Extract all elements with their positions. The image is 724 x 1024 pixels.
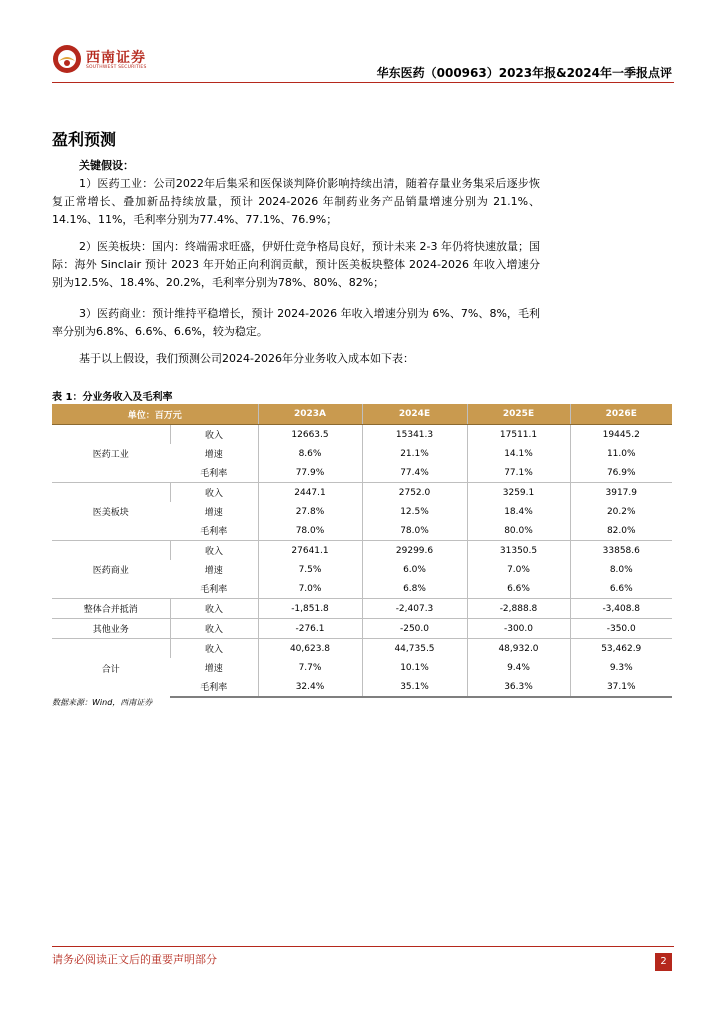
metric-label: 收入 bbox=[170, 541, 258, 561]
header-2025e: 2025E bbox=[467, 404, 570, 425]
table-row bbox=[52, 541, 672, 561]
group-label: 整体合并抵消 bbox=[52, 599, 170, 619]
table-cell: 78.0% bbox=[258, 521, 362, 541]
table-cell: -1,851.8 bbox=[258, 599, 362, 619]
header-2023a: 2023A bbox=[258, 404, 362, 425]
metric-label: 毛利率 bbox=[200, 469, 228, 479]
table-cell: -276.1 bbox=[258, 619, 362, 639]
metric-label: 收入 bbox=[170, 619, 258, 639]
table-cell: 17511.1 bbox=[467, 425, 570, 445]
paragraph-pharma-commerce: 3）医药商业：预计维持平稳增长，预计 2024-2026 年收入增速分别为 6%、7%、8%，毛利率分别为6.8%、6.6%、6.6%，较为稳定。 bbox=[52, 307, 540, 338]
table-cell: 18.4% bbox=[467, 502, 570, 521]
table-cell: 9.3% bbox=[570, 658, 672, 677]
group-label: 医美板块 bbox=[52, 483, 170, 541]
table-cell: 78.0% bbox=[362, 521, 467, 541]
table-cell: -3,408.8 bbox=[570, 599, 672, 619]
table-cell: 10.1% bbox=[362, 658, 467, 677]
metric-label: 增速 bbox=[204, 664, 223, 674]
metric-label: 收入 bbox=[170, 599, 258, 619]
page-number: 2 bbox=[655, 953, 672, 971]
table-cell: 37.1% bbox=[570, 677, 672, 697]
paragraph-pharma-industry: 1）医药工业：公司2022年后集采和医保谈判降价影响持续出清，随着存量业务集采后逐步恢复正常增长、叠加新品持续放量，预计 2024-2026 年制药业务产品销量增速分别为 21.1%、14.1%、11%，毛利率分别为77.4%、77.1%、76.9%； bbox=[52, 177, 540, 226]
header-divider bbox=[52, 82, 674, 83]
table-cell: 82.0% bbox=[570, 521, 672, 541]
table-cell: 48,932.0 bbox=[467, 639, 570, 659]
table-cell: 40,623.8 bbox=[258, 639, 362, 659]
header-2026e: 2026E bbox=[570, 404, 672, 425]
table-cell: 19445.2 bbox=[570, 425, 672, 445]
data-source: 数据来源：Wind，西南证券 bbox=[52, 698, 153, 707]
metric-label: 毛利率 bbox=[200, 527, 228, 537]
metric-label: 收入 bbox=[170, 639, 258, 659]
table-cell: 6.0% bbox=[362, 560, 467, 579]
section-title: 盈利预测 bbox=[52, 130, 117, 149]
table-cell: 8.0% bbox=[570, 560, 672, 579]
table-row bbox=[52, 619, 672, 639]
metric-label: 增速 bbox=[204, 508, 223, 518]
metric-label: 增速 bbox=[204, 566, 223, 576]
group-label: 其他业务 bbox=[52, 619, 170, 639]
metric-label: 收入 bbox=[170, 425, 258, 445]
table-header-row bbox=[52, 404, 672, 425]
table-cell: -2,888.8 bbox=[467, 599, 570, 619]
table-cell: 80.0% bbox=[467, 521, 570, 541]
table-cell: 21.1% bbox=[362, 444, 467, 463]
table-cell: 7.0% bbox=[258, 579, 362, 599]
logo-emblem-icon bbox=[52, 44, 82, 74]
table-cell: 31350.5 bbox=[467, 541, 570, 561]
table-cell: 15341.3 bbox=[362, 425, 467, 445]
table-cell: 36.3% bbox=[467, 677, 570, 697]
table-cell: 77.4% bbox=[362, 463, 467, 483]
table-cell: 12663.5 bbox=[258, 425, 362, 445]
metric-label: 毛利率 bbox=[170, 677, 258, 697]
table-row bbox=[52, 599, 672, 619]
group-label: 医药工业 bbox=[52, 425, 170, 483]
table-title: 表 1：分业务收入及毛利率 bbox=[52, 392, 173, 403]
group-label: 合计 bbox=[52, 639, 170, 698]
header-2024e: 2024E bbox=[362, 404, 467, 425]
table-cell: 77.9% bbox=[258, 463, 362, 483]
table-cell: 27.8% bbox=[258, 502, 362, 521]
table-cell: 3259.1 bbox=[467, 483, 570, 503]
logo-text-cn: 西南证券 bbox=[86, 50, 146, 66]
table-cell: -350.0 bbox=[570, 619, 672, 639]
table-row bbox=[52, 425, 672, 445]
metric-label: 毛利率 bbox=[200, 585, 228, 595]
header-unit: 单位：百万元 bbox=[52, 404, 258, 425]
group-label: 医药商业 bbox=[52, 541, 170, 599]
table-cell: 29299.6 bbox=[362, 541, 467, 561]
table-cell: 7.7% bbox=[258, 658, 362, 677]
table-cell: 77.1% bbox=[467, 463, 570, 483]
table-cell: 14.1% bbox=[467, 444, 570, 463]
table-cell: 27641.1 bbox=[258, 541, 362, 561]
company-logo bbox=[52, 44, 152, 76]
table-cell: 7.0% bbox=[467, 560, 570, 579]
table-cell: 6.8% bbox=[362, 579, 467, 599]
table-cell: 11.0% bbox=[570, 444, 672, 463]
table-cell: 76.9% bbox=[570, 463, 672, 483]
table-row bbox=[52, 483, 672, 503]
table-cell: 12.5% bbox=[362, 502, 467, 521]
table-cell: 33858.6 bbox=[570, 541, 672, 561]
table-row bbox=[52, 639, 672, 659]
table-cell: 9.4% bbox=[467, 658, 570, 677]
paragraph-medical-aesthetics: 2）医美板块：国内：终端需求旺盛，伊妍仕竞争格局良好，预计未来 2-3 年仍将快速放量；国际：海外 Sinclair 预计 2023 年开始正向利润贡献，预计医美板块整体 2024-2026 年收入增速分别为12.5%、18.4%、20.2%，毛利率分别为78%、80%、82%； bbox=[52, 240, 540, 289]
footer-disclaimer: 请务必阅读正文后的重要声明部分 bbox=[52, 953, 217, 966]
table-cell: 7.5% bbox=[258, 560, 362, 579]
footer-divider bbox=[52, 946, 674, 947]
table-cell: 6.6% bbox=[467, 579, 570, 599]
table-cell: 8.6% bbox=[258, 444, 362, 463]
logo-text-en: SOUTHWEST SECURITIES bbox=[86, 65, 147, 70]
table-cell: 2752.0 bbox=[362, 483, 467, 503]
table-cell: 35.1% bbox=[362, 677, 467, 697]
metric-label: 增速 bbox=[204, 450, 223, 460]
table-cell: -300.0 bbox=[467, 619, 570, 639]
table-cell: 32.4% bbox=[258, 677, 362, 697]
revenue-margin-table bbox=[52, 404, 672, 698]
report-title: 华东医药（000963）2023年报&2024年一季报点评 bbox=[376, 66, 672, 80]
metric-label: 收入 bbox=[170, 483, 258, 503]
table-cell: 6.6% bbox=[570, 579, 672, 599]
table-cell: 20.2% bbox=[570, 502, 672, 521]
table-cell: -2,407.3 bbox=[362, 599, 467, 619]
table-cell: 44,735.5 bbox=[362, 639, 467, 659]
paragraph-forecast-intro: 基于以上假设，我们预测公司2024-2026年分业务收入成本如下表： bbox=[79, 352, 414, 365]
key-assumptions-heading: 关键假设： bbox=[79, 159, 134, 172]
table-cell: -250.0 bbox=[362, 619, 467, 639]
table-cell: 3917.9 bbox=[570, 483, 672, 503]
table-cell: 53,462.9 bbox=[570, 639, 672, 659]
table-cell: 2447.1 bbox=[258, 483, 362, 503]
